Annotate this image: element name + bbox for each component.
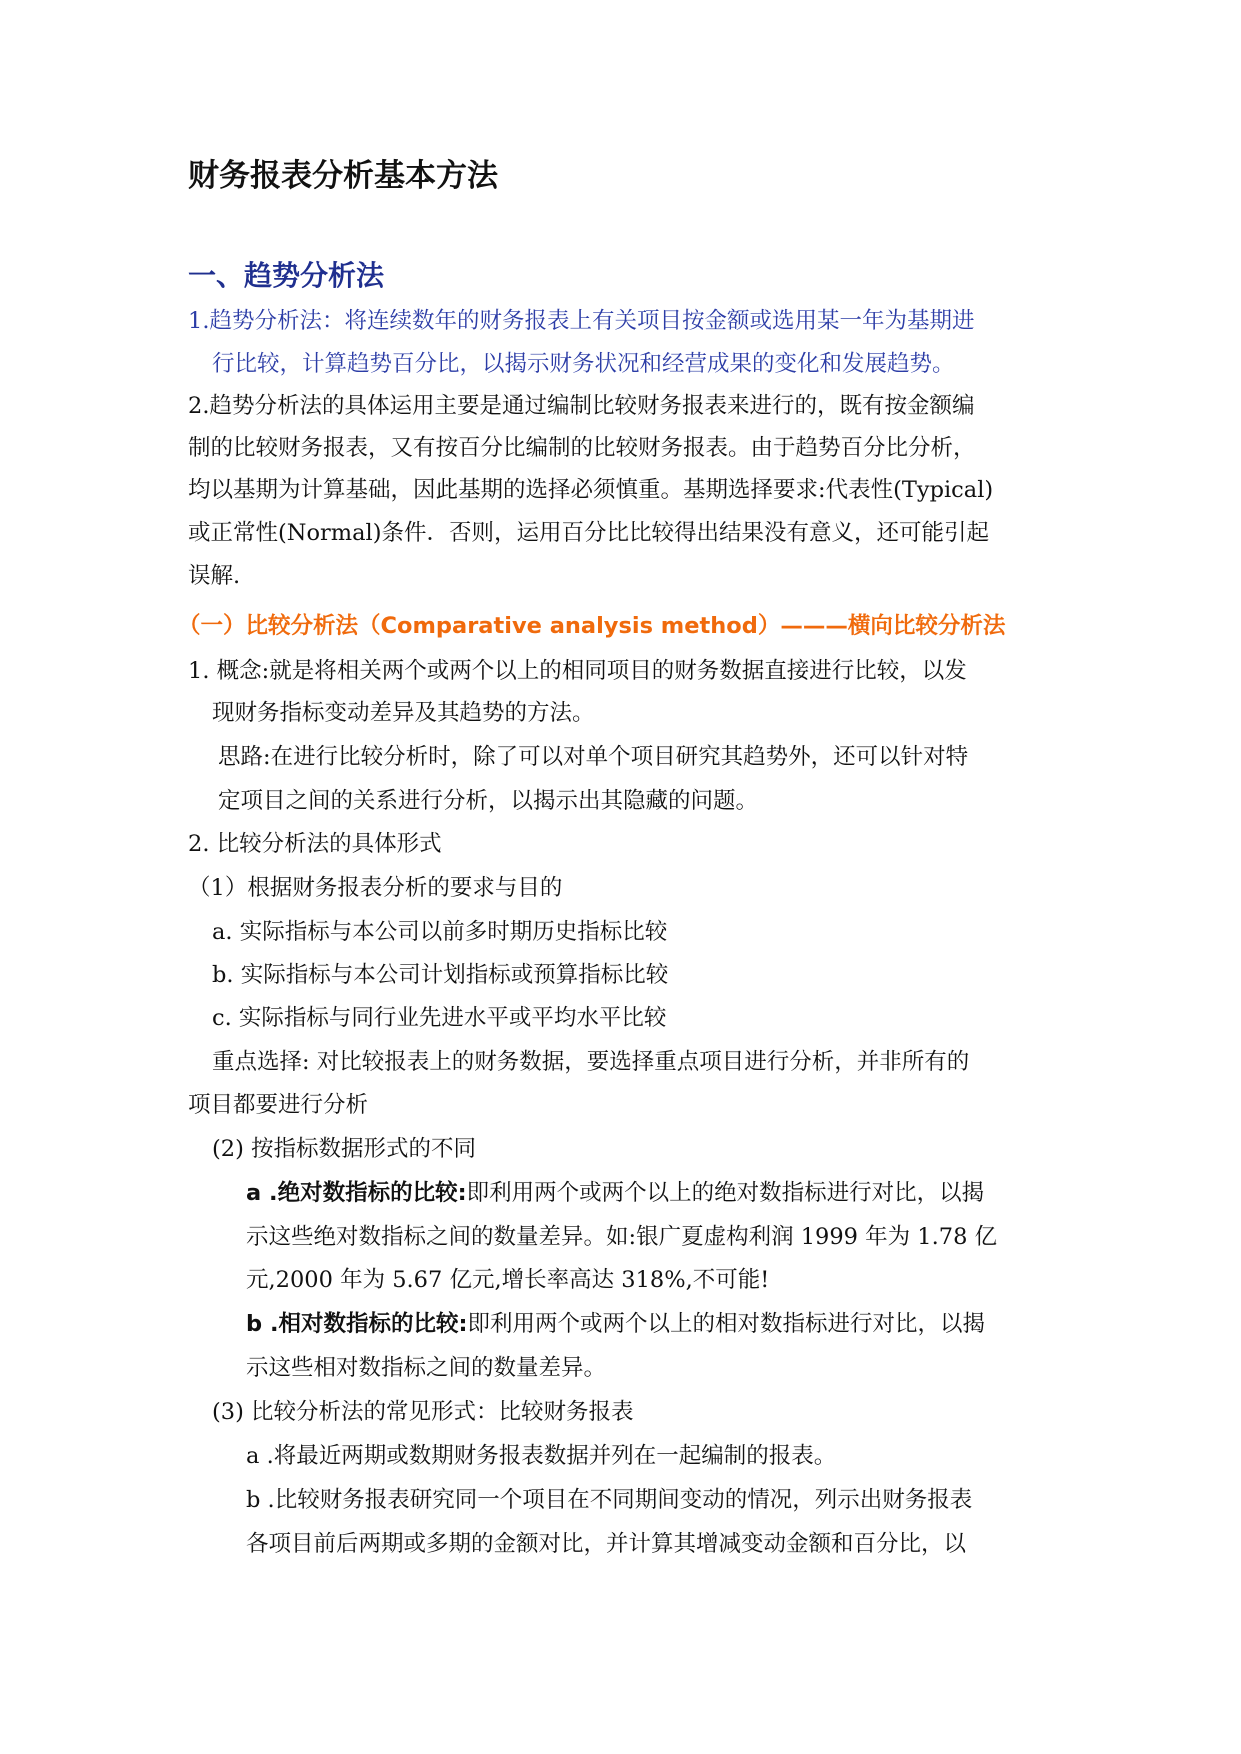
definition-line-1: 1.趋势分析法：将连续数年的财务报表上有关项目按金额或选用某一年为基期进 [188,308,975,334]
paragraph-line: 2.趋势分析法的具体运用主要是通过编制比较财务报表来进行的，既有按金额编 [188,393,975,419]
relative-comparison-label: b .相对数指标的比较: [246,1311,468,1337]
subheading-comparative-analysis: （一）比较分析法（Comparative analysis method）———横向比较分析法 [178,613,1006,639]
form-2-heading: (2) 按指标数据形式的不同 [212,1136,477,1162]
paragraph-line: 均以基期为计算基础，因此基期的选择必须慎重。基期选择要求:代表性(Typical) [188,477,994,503]
form-1-heading: （1）根据财务报表分析的要求与目的 [188,875,563,901]
comparative-statement-line-b1: b .比较财务报表研究同一个项目在不同期间变动的情况，列示出财务报表 [246,1487,973,1513]
absolute-comparison-label: a .绝对数指标的比较: [246,1180,467,1206]
relative-comparison-line-1 [246,1309,985,1339]
list-item-c: c. 实际指标与同行业先进水平或平均水平比较 [212,1005,667,1031]
list-item-b: b. 实际指标与本公司计划指标或预算指标比较 [212,962,669,988]
document-title: 财务报表分析基本方法 [188,158,498,194]
absolute-comparison-text: 即利用两个或两个以上的绝对数指标进行对比，以揭 [466,1180,985,1206]
absolute-comparison-line-3: 元,2000 年为 5.67 亿元,增长率高达 318%,不可能! [246,1267,770,1293]
form-3-heading: (3) 比较分析法的常见形式：比较财务报表 [212,1399,634,1425]
idea-line-2: 定项目之间的关系进行分析，以揭示出其隐藏的问题。 [218,788,759,814]
paragraph-line: 制的比较财务报表，又有按百分比编制的比较财务报表。由于趋势百分比分析， [188,435,976,461]
paragraph-line: 误解. [188,563,241,589]
forms-heading: 2. 比较分析法的具体形式 [188,831,442,857]
concept-line-2: 现财务指标变动差异及其趋势的方法。 [212,700,595,726]
comparative-statement-line-b2: 各项目前后两期或多期的金额对比，并计算其增减变动金额和百分比，以 [246,1531,967,1557]
absolute-comparison-line-1 [246,1178,984,1208]
list-item-a: a. 实际指标与本公司以前多时期历史指标比较 [212,919,668,945]
absolute-comparison-line-2: 示这些绝对数指标之间的数量差异。如:银广夏虚构利润 1999 年为 1.78 亿 [246,1224,998,1250]
key-selection-line-1: 重点选择: 对比较报表上的财务数据，要选择重点项目进行分析，并非所有的 [212,1049,970,1075]
idea-line-1: 思路:在进行比较分析时，除了可以对单个项目研究其趋势外，还可以针对特 [218,744,969,770]
concept-line-1: 1. 概念:就是将相关两个或两个以上的相同项目的财务数据直接进行比较，以发 [188,658,967,684]
comparative-statement-line-a: a .将最近两期或数期财务报表数据并列在一起编制的报表。 [246,1443,837,1469]
paragraph-line: 或正常性(Normal)条件．否则，运用百分比比较得出结果没有意义，还可能引起 [188,520,989,546]
relative-comparison-line-2: 示这些相对数指标之间的数量差异。 [246,1355,607,1381]
section-heading-trend-analysis: 一、趋势分析法 [188,259,385,292]
relative-comparison-text: 即利用两个或两个以上的相对数指标进行对比，以揭 [467,1311,986,1337]
key-selection-line-2: 项目都要进行分析 [188,1092,369,1118]
definition-line-2: 行比较，计算趋势百分比，以揭示财务状况和经营成果的变化和发展趋势。 [212,351,955,377]
